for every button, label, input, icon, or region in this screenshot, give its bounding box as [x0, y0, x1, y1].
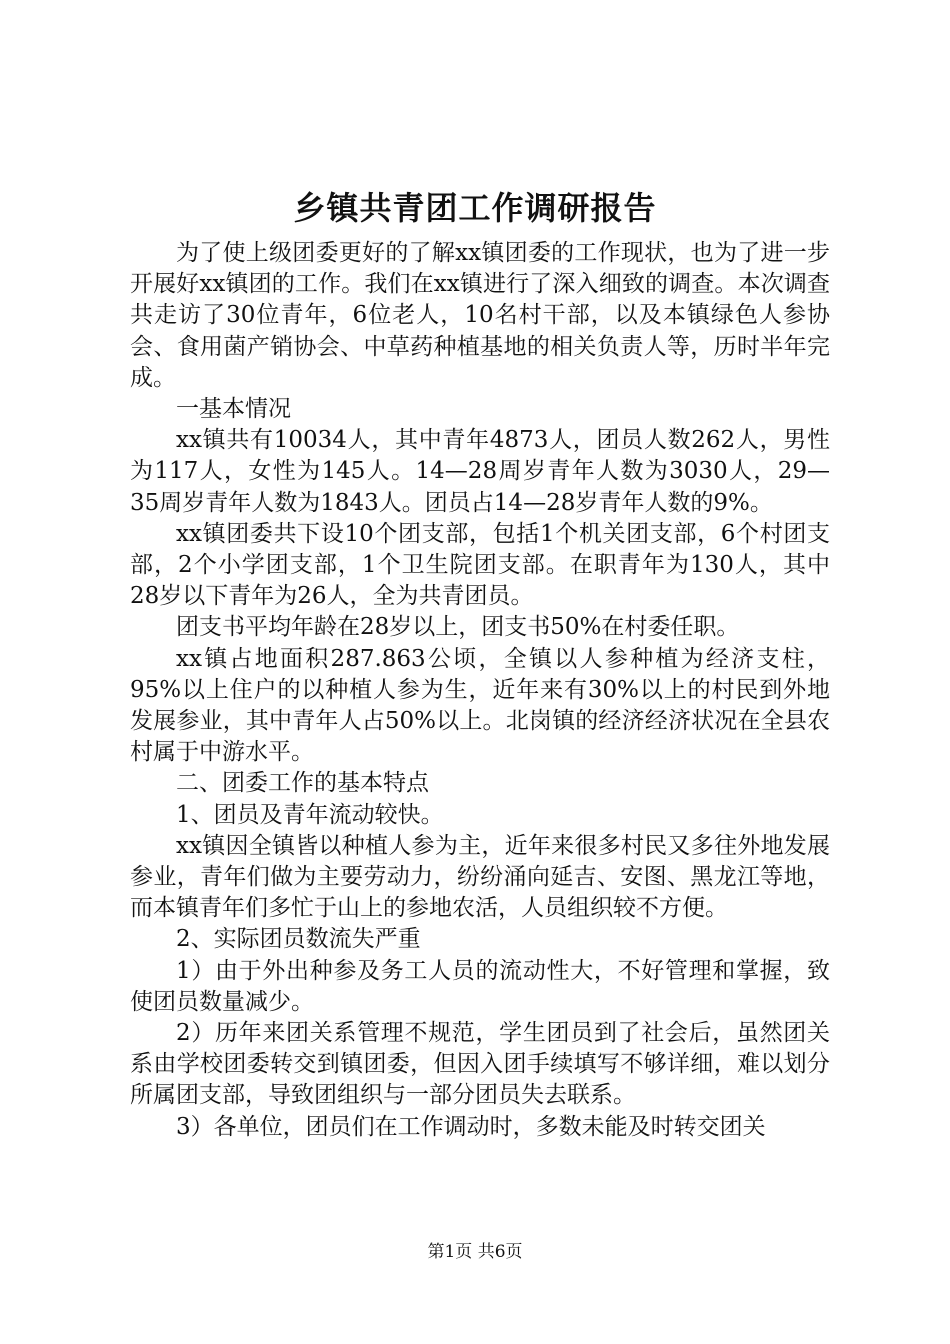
page-number-footer: 第1页 共6页 [427, 1242, 523, 1262]
subheading-member-loss: 2、实际团员数流失严重 [176, 926, 421, 953]
paragraph-mobility: xx镇因全镇皆以种植人参为主，近年来很多村民又多往外地发展参业，青年们做为主要劳动力，纷纷涌向延吉、安图、黑龙江等地，而本镇青年们多忙于山上的参地农活，人员组织较不方便。 [130, 832, 830, 922]
paragraph-population: xx镇共有10034人，其中青年4873人，团员人数262人，男性为117人，女性为145人。14—28周岁青年人数为3030人，29—35周岁青年人数为1843人。团员占14—28岁青年人数的9%。 [130, 427, 830, 516]
list-item-1: 1）由于外出种参及务工人员的流动性大，不好管理和掌握，致使团员数量减少。 [130, 957, 830, 1015]
paragraph-branches: xx镇团委共下设10个团支部，包括1个机关团支部，6个村团支部，2个小学团支部，1个卫生院团支部。在职青年为130人，其中28岁以下青年为26人，全为共青团员。 [130, 520, 830, 610]
heading-basic-situation: 一基本情况 [176, 396, 291, 423]
heading-work-features: 二、团委工作的基本特点 [176, 770, 429, 797]
list-item-3: 3）各单位，团员们在工作调动时，多数未能及时转交团关 [176, 1113, 766, 1140]
document-title: 乡镇共青团工作调研报告 [293, 189, 657, 227]
paragraph-economy: xx镇占地面积287.863公顷，全镇以人参种植为经济支柱，95%以上住户的以种植人参为生，近年来有30%以上的村民到外地发展参业，其中青年人占50%以上。北岗镇的经济经济状况在全县农村属于中游水平。 [130, 645, 830, 766]
subheading-mobility: 1、团员及青年流动较快。 [176, 801, 444, 828]
list-item-2: 2）历年来团关系管理不规范，学生团员到了社会后，虽然团关系由学校团委转交到镇团委，但因入团手续填写不够详细，难以划分所属团支部，导致团组织与一部分团员失去联系。 [130, 1020, 830, 1109]
paragraph-secretary: 团支书平均年龄在28岁以上，团支书50%在村委任职。 [176, 614, 740, 641]
document-body [130, 238, 830, 1143]
paragraph-intro: 为了使上级团委更好的了解xx镇团委的工作现状，也为了进一步开展好xx镇团的工作。我们在xx镇进行了深入细致的调查。本次调查共走访了30位青年，6位老人，10名村干部，以及本镇绿色人参协会、食用菌产销协会、中草药种植基地的相关负责人等，历时半年完成。 [130, 240, 830, 391]
